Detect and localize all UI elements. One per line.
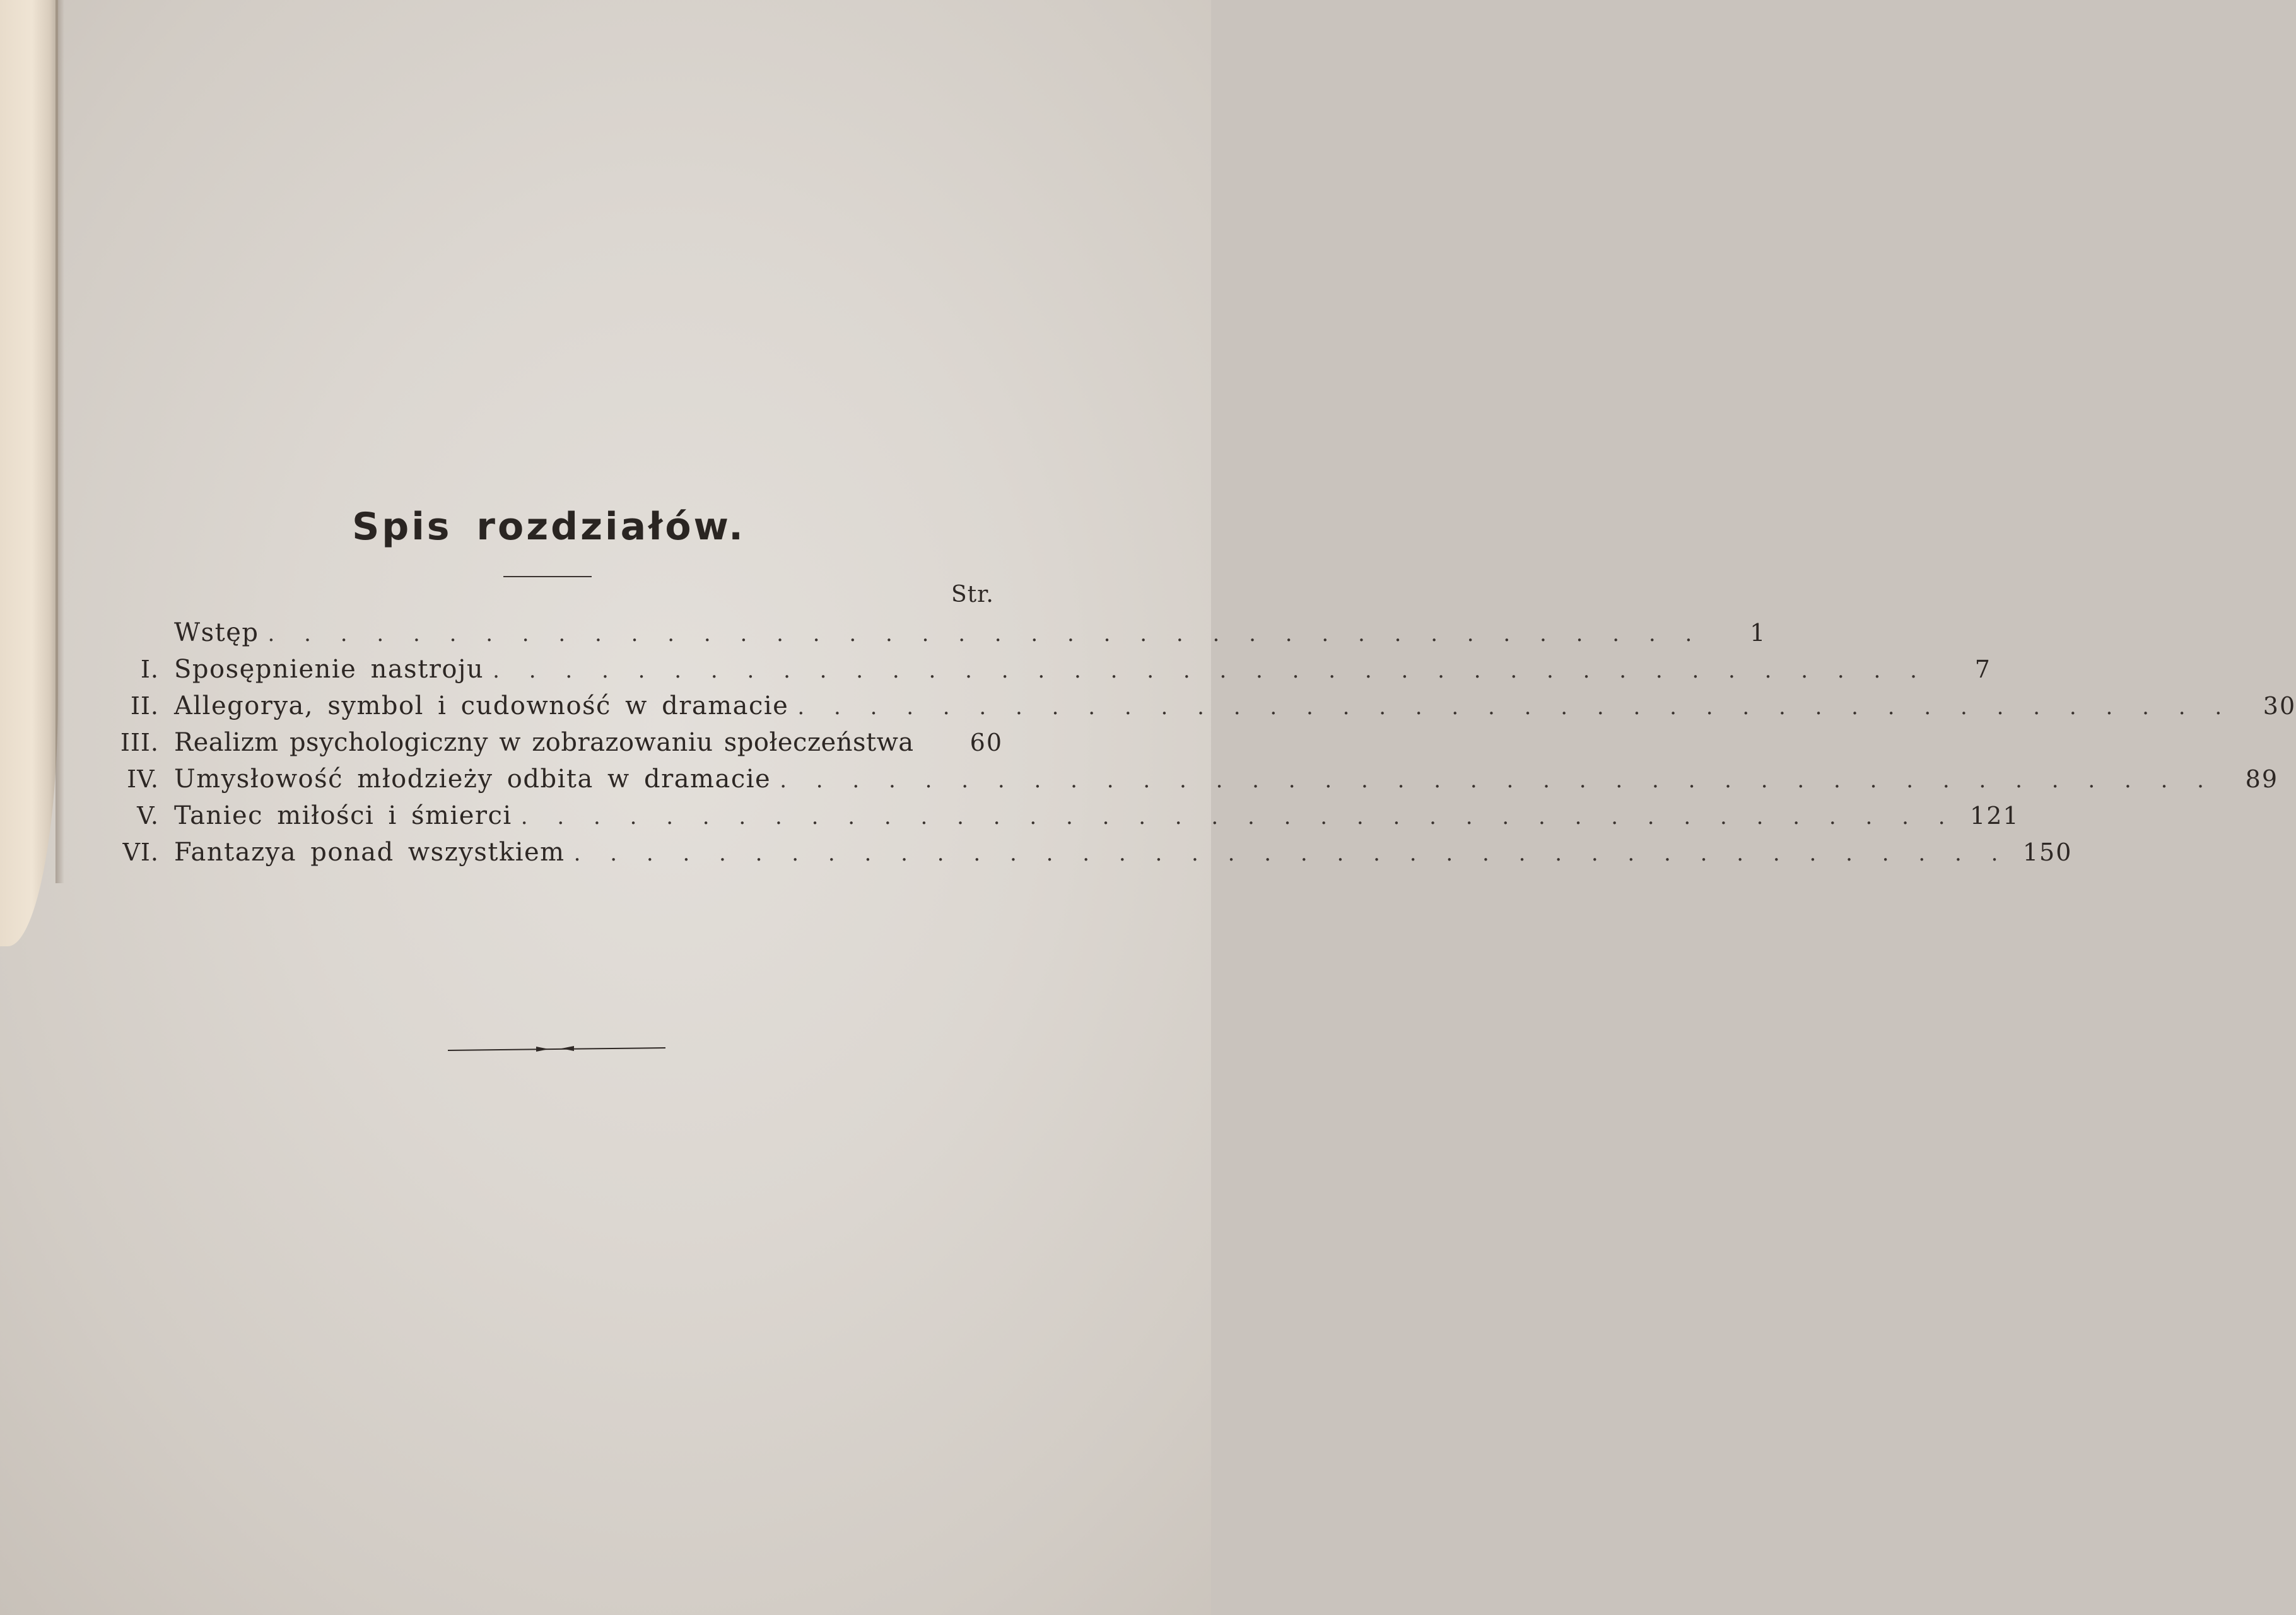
toc-entry: [107, 618, 1767, 655]
chapter-title: Wstęp: [174, 618, 259, 647]
toc-entry: [107, 801, 2020, 838]
toc-entry: [107, 655, 1991, 691]
chapter-title: Fantazya ponad wszystkiem: [174, 838, 565, 867]
toc-entry: [107, 765, 2278, 801]
toc-entry: [107, 728, 1003, 765]
chapter-numeral: I.: [140, 655, 159, 683]
chapter-numeral: V.: [137, 802, 159, 830]
page-number: 7: [1974, 655, 1991, 683]
page-number: 60: [969, 729, 1003, 756]
page-number: 89: [2245, 765, 2278, 793]
toc-entry: [107, 691, 2296, 728]
chapter-numeral: II.: [130, 692, 159, 720]
dot-leader: . . . . . . . . . . . . . . . . . . . . . . . . . . . . . . . . . . . . . . . .: [780, 768, 2215, 793]
chapter-title: Taniec miłości i śmierci: [174, 801, 512, 830]
dot-leader: . . . . . . . . . . . . . . . . . . . . . . . . . . . . . . . . . . . . . . . .: [573, 841, 2010, 866]
page-number: 121: [1970, 802, 2020, 830]
dot-leader: . . . . . . . . . . . . . . . . . . . . . . . . . . . . . . . . . . . . . . . .: [797, 695, 2234, 720]
dot-leader: . . . . . . . . . . . . . . . . . . . . . . . . . . . . . . . . . . . . . . . .: [520, 804, 1957, 830]
chapter-title: Realizm psychologiczny w zobrazowaniu społeczeństwa: [174, 728, 914, 757]
page-number: 1: [1750, 619, 1767, 647]
chapter-title: Sposępnienie nastroju: [174, 655, 484, 684]
page-gutter-shadow: [56, 0, 64, 883]
dot-leader: . . . . . . . . . . . . . . . . . . . . . . . . . . . . . . . . . . . . . . . .: [493, 658, 1928, 683]
page-number: 30: [2263, 692, 2296, 720]
chapter-title: Allegorya, symbol i cudowność w dramacie: [174, 691, 789, 720]
ornamental-rule: [448, 1041, 665, 1056]
page-number: 150: [2022, 838, 2073, 866]
chapter-numeral: VI.: [122, 838, 159, 866]
page-column-label: Str.: [951, 582, 994, 608]
dot-leader: . . . . . . . . . . . . . . . . . . . . . . . . . . . . . . . . . . . . . . . .: [267, 621, 1704, 647]
chapter-numeral: IV.: [127, 765, 159, 793]
title-underline-rule: [503, 576, 592, 577]
page-title: Spis rozdziałów.: [352, 505, 746, 549]
chapter-title: Umysłowość młodzieży odbita w dramacie: [174, 765, 771, 794]
adjacent-page-edge: [0, 0, 58, 946]
chapter-numeral: III.: [120, 729, 159, 756]
toc-entry: [107, 838, 2073, 874]
